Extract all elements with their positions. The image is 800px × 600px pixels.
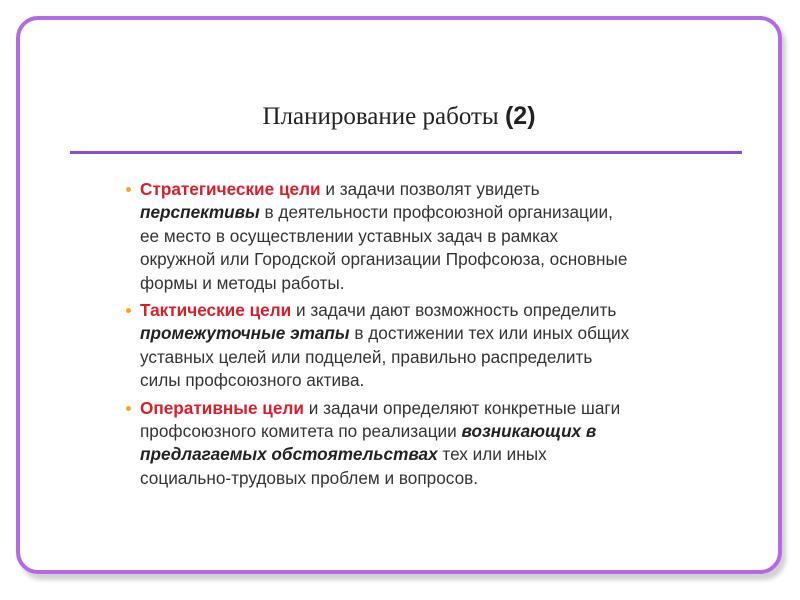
text-line bbox=[140, 272, 740, 295]
slide-title bbox=[20, 102, 778, 131]
text-line bbox=[140, 397, 740, 420]
highlight-term: Стратегические цели bbox=[140, 179, 321, 199]
bullet-list bbox=[140, 178, 740, 494]
list-item-operational bbox=[140, 397, 740, 491]
body-text: в достижении тех или иных общих bbox=[349, 323, 630, 344]
bullet-dot-icon bbox=[126, 187, 131, 192]
body-text: и задачи определяют конкретные шаги bbox=[303, 397, 621, 418]
highlight-term: Тактические цели bbox=[140, 300, 292, 321]
text-line bbox=[140, 467, 740, 490]
slide-frame bbox=[16, 16, 782, 574]
text-line bbox=[140, 299, 740, 322]
emphasis-term: предлагаемых обстоятельствах bbox=[140, 444, 438, 465]
text-line bbox=[140, 322, 740, 345]
body-text: уставных целей или подцелей, правильно распределить bbox=[140, 346, 593, 367]
emphasis-term: возникающих в bbox=[461, 421, 597, 442]
text-line bbox=[140, 346, 740, 369]
body-text: социально-трудовых проблем и вопросов. bbox=[140, 467, 479, 488]
text-line bbox=[140, 178, 740, 201]
title-divider bbox=[70, 151, 742, 154]
body-text: окружной или Городской организации Профсоюза, основные bbox=[140, 249, 628, 270]
body-text: силы профсоюзного актива. bbox=[140, 370, 365, 391]
highlight-term: Оперативные цели bbox=[140, 397, 304, 418]
list-item-strategic bbox=[140, 178, 740, 295]
text-line bbox=[140, 420, 740, 443]
slide-title-text: Планирование работы bbox=[262, 103, 505, 130]
text-line bbox=[140, 201, 740, 224]
body-text: и задачи дают возможность определить bbox=[291, 300, 617, 321]
emphasis-term: промежуточные этапы bbox=[140, 323, 350, 344]
body-text: и задачи позволят увидеть bbox=[320, 179, 540, 199]
bullet-dot-icon bbox=[126, 406, 131, 411]
body-text: в деятельности профсоюзной организации, bbox=[259, 202, 613, 223]
text-line bbox=[140, 369, 740, 392]
slide-title-number: (2) bbox=[504, 102, 536, 130]
body-text: ее место в осуществлении уставных задач в рамках bbox=[140, 225, 559, 246]
bullet-dot-icon bbox=[126, 308, 131, 313]
list-item-tactical bbox=[140, 299, 740, 393]
text-line bbox=[140, 443, 740, 466]
text-line bbox=[140, 248, 740, 271]
body-text: формы и методы работы. bbox=[140, 272, 345, 293]
body-text: профсоюзного комитета по реализации bbox=[140, 421, 462, 442]
emphasis-term: перспективы bbox=[140, 202, 260, 223]
text-line bbox=[140, 225, 740, 248]
body-text: тех или иных bbox=[437, 444, 547, 465]
